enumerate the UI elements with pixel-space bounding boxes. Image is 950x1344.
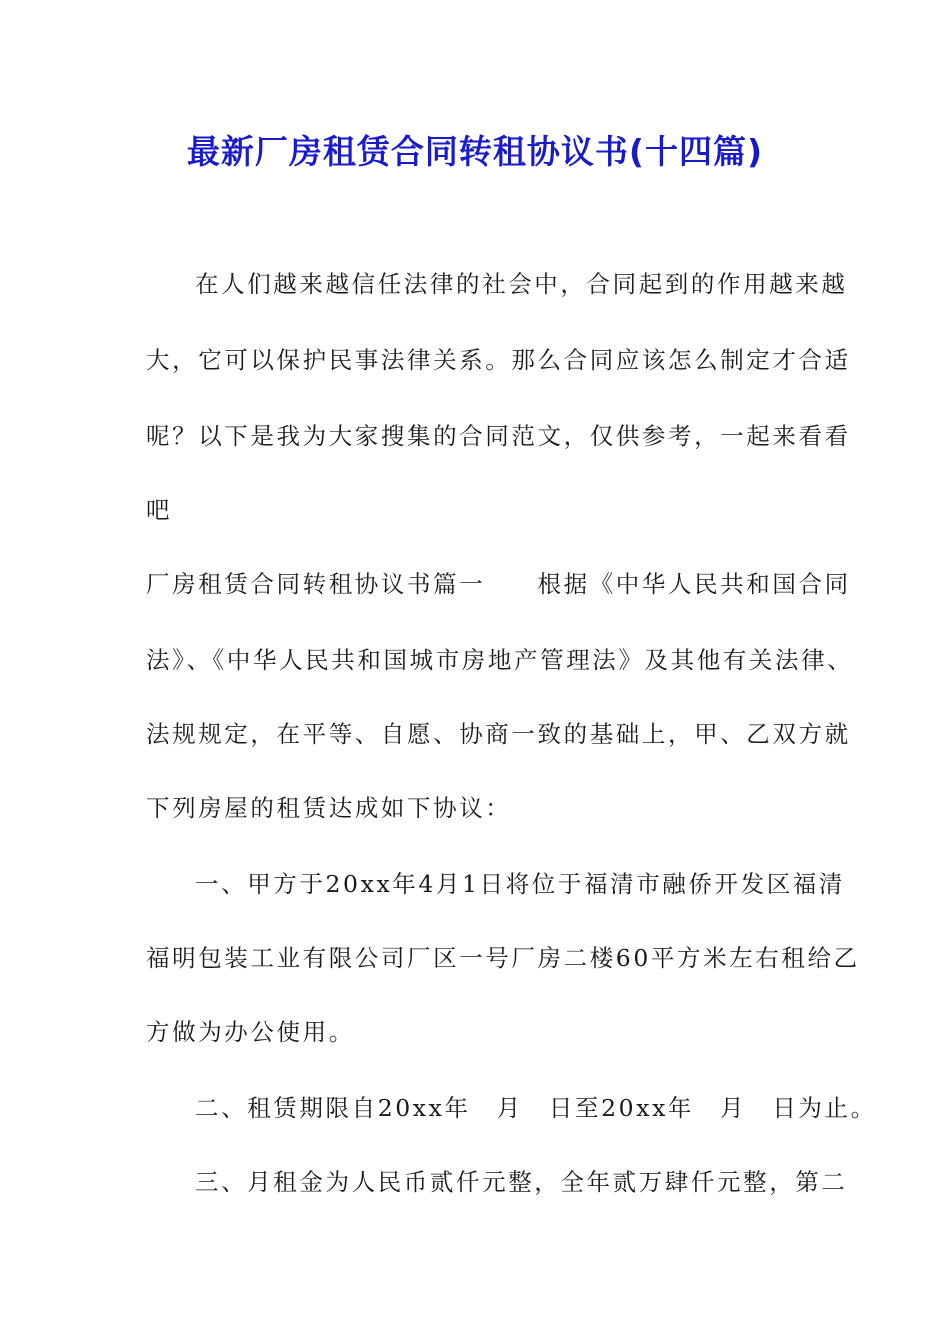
paragraph-line: 法规规定，在平等、自愿、协商一致的基础上，甲、乙双方就 <box>146 720 851 748</box>
clause-line: 二、租赁期限自20xx年 月 日至20xx年 月 日为止。 <box>195 1094 877 1122</box>
clause-line: 福明包装工业有限公司厂区一号厂房二楼60平方米左右租给乙 <box>146 944 860 972</box>
clause-line: 方做为办公使用。 <box>146 1018 355 1046</box>
paragraph-line: 法》、《中华人民共和国城市房地产管理法》及其他有关法律、 <box>146 646 854 674</box>
section-heading-line: 厂房租赁合同转租协议书篇一 根据《中华人民共和国合同 <box>146 570 851 598</box>
clause-line: 一、甲方于20xx年4月1日将位于福清市融侨开发区福清 <box>195 870 846 898</box>
document-title: 最新厂房租赁合同转租协议书(十四篇) <box>186 132 764 171</box>
paragraph-line: 吧 <box>146 496 173 524</box>
clause-line: 三、月租金为人民币贰仟元整，全年贰万肆仟元整，第二 <box>195 1168 848 1196</box>
paragraph-line: 呢？以下是我为大家搜集的合同范文，仅供参考，一起来看看 <box>146 422 851 450</box>
paragraph-line: 在人们越来越信任法律的社会中，合同起到的作用越来越 <box>195 270 848 298</box>
paragraph-line: 大，它可以保护民事法律关系。那么合同应该怎么制定才合适 <box>146 346 851 374</box>
paragraph-line: 下列房屋的租赁达成如下协议： <box>146 794 512 822</box>
